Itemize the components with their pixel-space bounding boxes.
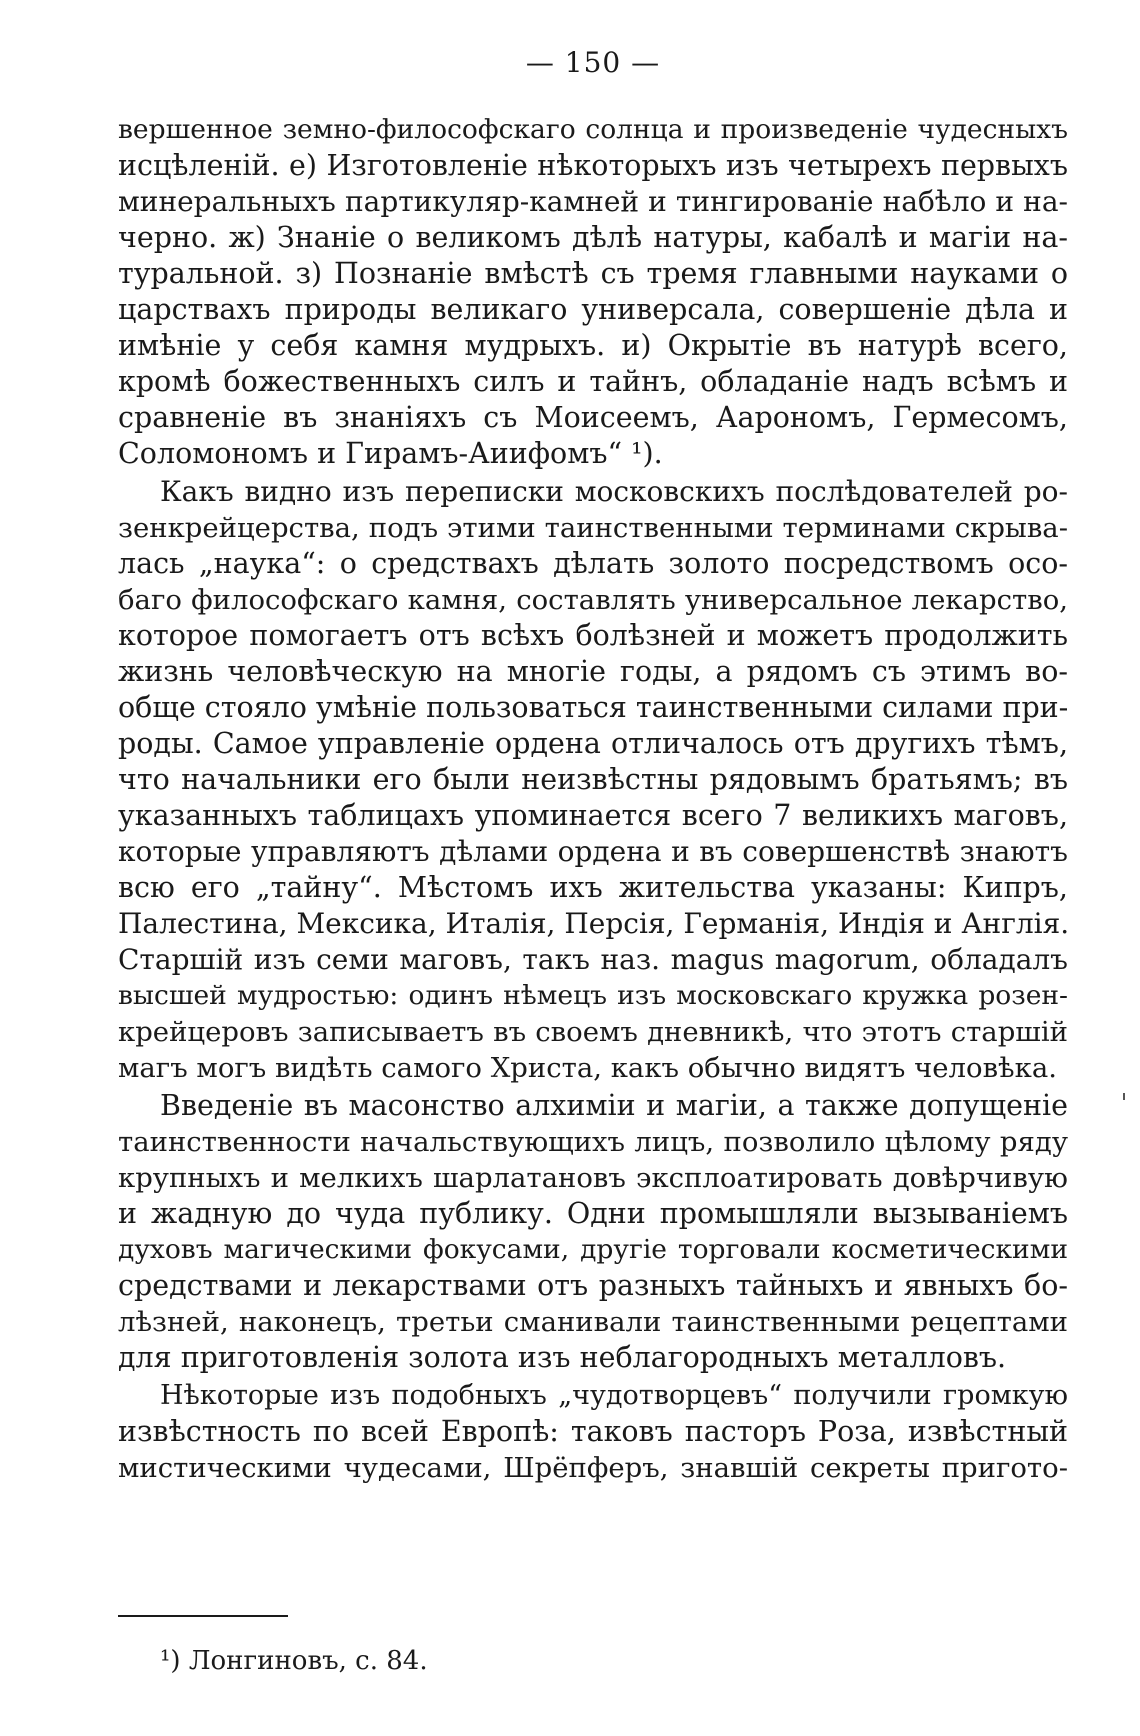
text-line: жизнь человѣческую на многіе годы, а рядомъ съ этимъ во- (118, 655, 1068, 688)
text-line: для приготовленія золота изъ неблагородныхъ металловъ. (118, 1341, 1007, 1374)
text-line: лась „наука“: о средствахъ дѣлать золото посредствомъ осо- (118, 547, 1068, 580)
text-line: средствами и лекарствами отъ разныхъ тайныхъ и явныхъ бо- (118, 1269, 1068, 1302)
text-line: и жадную до чуда публику. Одни промышляли вызываніемъ (118, 1197, 1068, 1230)
text-line: обще стояло умѣніе пользоваться таинственными силами при- (118, 691, 1069, 724)
text-line: Старшій изъ семи маговъ, такъ наз. magus magorum, обладалъ (118, 943, 1068, 976)
text-line: таинственности начальствующихъ лицъ, позволило цѣлому ряду (118, 1126, 1068, 1158)
footnote: ¹) Лонгиновъ, с. 84. (160, 1646, 428, 1676)
text-line: мистическими чудесами, Шрёпферъ, знавшій секреты пригото- (118, 1452, 1068, 1484)
text-line: духовъ магическими фокусами, другіе торговали косметическими (118, 1234, 1068, 1265)
page-number: — 150 — (525, 46, 661, 79)
text-line: вершенное земно-философскаго солнца и произведеніе чудесныхъ (118, 114, 1068, 145)
text-line: туральной. з) Познаніе вмѣстѣ съ тремя главными науками о (118, 257, 1068, 290)
text-line: крейцеровъ записываетъ въ своемъ дневникѣ, что этотъ старшій (118, 1016, 1068, 1048)
text-line: сравненіе въ знаніяхъ съ Моисеемъ, Аарономъ, Гермесомъ, (118, 401, 1068, 434)
text-line: крупныхъ и мелкихъ шарлатановъ эксплоатировать довѣрчивую (118, 1162, 1068, 1194)
book-page (118, 0, 1068, 1736)
text-line: что начальники его были неизвѣстны рядовымъ братьямъ; въ (118, 763, 1068, 796)
text-line: кромѣ божественныхъ силъ и тайнъ, обладаніе надъ всѣмъ и (118, 365, 1068, 398)
text-line: магъ могъ видѣть самого Христа, какъ обычно видятъ человѣка. (118, 1052, 1057, 1084)
text-line: царствахъ природы великаго универсала, совершеніе дѣла и (118, 293, 1068, 326)
text-line: всю его „тайну“. Мѣстомъ ихъ жительства указаны: Кипръ, (118, 871, 1068, 904)
text-line: роды. Самое управленіе ордена отличалось отъ другихъ тѣмъ, (118, 727, 1068, 760)
text-line: указанныхъ таблицахъ упоминается всего 7 великихъ маговъ, (118, 799, 1068, 832)
paragraph-first-line: Введеніе въ масонство алхиміи и магіи, а также допущеніе (160, 1089, 1068, 1122)
text-line: минеральныхъ партикуляр-камней и тингированіе набѣло и на- (118, 185, 1068, 218)
paragraph-first-line: Нѣкоторые изъ подобныхъ „чудотворцевъ“ получили громкую (160, 1380, 1068, 1411)
text-line: Палестина, Мексика, Италія, Персія, Германія, Индія и Англія. (118, 907, 1070, 940)
text-line: которые управляютъ дѣлами ордена и въ совершенствѣ знаютъ (118, 835, 1068, 868)
scan-speck (1123, 1093, 1125, 1100)
text-line: баго философскаго камня, составлять универсальное лекарство, (118, 584, 1068, 616)
text-line: извѣстность по всей Европѣ: таковъ пасторъ Роза, извѣстный (118, 1415, 1068, 1448)
text-line: имѣніе у себя камня мудрыхъ. и) Окрытіе въ натурѣ всего, (118, 329, 1068, 362)
text-line: черно. ж) Знаніе о великомъ дѣлѣ натуры, кабалѣ и магіи на- (118, 221, 1068, 254)
text-line: исцѣленій. е) Изготовленіе нѣкоторыхъ изъ четырехъ первыхъ (118, 149, 1068, 182)
text-line: Соломономъ и Гирамъ-Аиифомъ“ ¹). (118, 437, 663, 470)
footnote-divider (118, 1615, 288, 1617)
paragraph-first-line: Какъ видно изъ переписки московскихъ послѣдователей ро- (160, 475, 1068, 508)
text-line: зенкрейцерства, подъ этими таинственными терминами скрыва- (118, 512, 1068, 544)
text-line: которое помогаетъ отъ всѣхъ болѣзней и можетъ продолжить (118, 619, 1068, 652)
text-line: лѣзней, наконецъ, третьи сманивали таинственными рецептами (118, 1306, 1068, 1338)
text-line: высшей мудростью: одинъ нѣмецъ изъ московскаго кружка розен- (118, 980, 1068, 1011)
